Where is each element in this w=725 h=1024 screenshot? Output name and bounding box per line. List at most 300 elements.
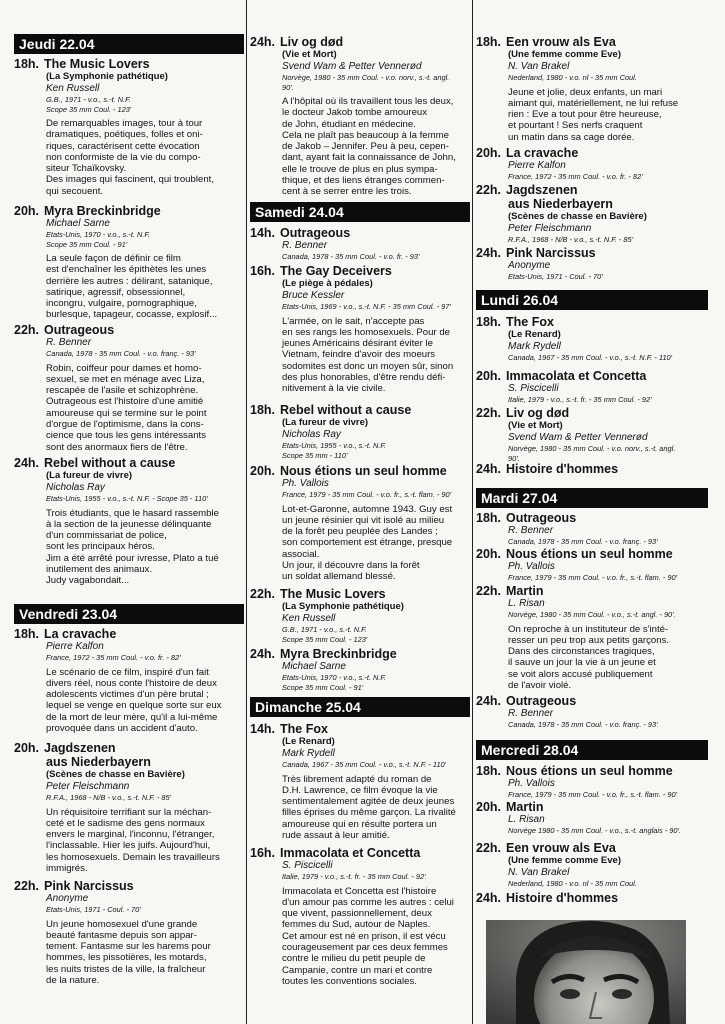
film-french-title: (Le piège à pédales) bbox=[282, 278, 373, 289]
screening-time: 14h. bbox=[250, 226, 276, 240]
screening-time: 20h. bbox=[476, 547, 502, 561]
screening-time: 20h. bbox=[476, 369, 502, 383]
film-synopsis bbox=[46, 508, 244, 587]
screening-entry bbox=[14, 323, 244, 453]
screening-time: 22h. bbox=[250, 587, 276, 601]
film-french-title: (Le Renard) bbox=[282, 736, 335, 747]
synopsis-line: dramatiques, poétiques, folles et oni- bbox=[46, 129, 203, 141]
screening-details bbox=[46, 337, 244, 453]
film-technical-info: Etats-Unis, 1955 - v.o., s.-t. N.F. bbox=[282, 441, 387, 450]
synopsis-line: de John, étudiant en médecine. bbox=[282, 118, 416, 130]
synopsis-line: Robin, coiffeur pour dames et homo- bbox=[46, 362, 202, 374]
synopsis-line: D.H. Lawrence, ce film évoque la vie bbox=[282, 784, 438, 796]
synopsis-line: des plus honorables, d'être rendu défi- bbox=[282, 371, 446, 383]
film-title: Martin bbox=[506, 800, 544, 814]
synopsis-line: il sauve un jour la vie à un jeune et bbox=[508, 657, 656, 669]
synopsis-line: d'un amour pas comme les autres : celui bbox=[282, 896, 454, 908]
screening-title-line bbox=[476, 406, 708, 420]
film-technical-info: Etats-Unis, 1970 - v.o., s.-t. N.F. bbox=[46, 230, 151, 239]
screening-entry bbox=[250, 403, 470, 460]
screening-title-line bbox=[476, 800, 708, 814]
synopsis-line: en ses rangs les homosexuels. Pour de bbox=[282, 326, 450, 338]
film-title: Outrageous bbox=[44, 323, 115, 337]
film-director: Anonyme bbox=[508, 260, 551, 271]
synopsis-line: associal. bbox=[282, 548, 320, 560]
film-title: Rebel without a cause bbox=[280, 403, 412, 417]
screening-entry bbox=[476, 511, 708, 547]
film-technical-info: France, 1979 - 35 mm Coul. - v.o. fr., s.-t. flam. - 90' bbox=[508, 790, 677, 799]
screening-entry bbox=[476, 35, 708, 143]
synopsis-line: Un jour, il découvre dans la forêt bbox=[282, 559, 420, 571]
screening-title-line bbox=[250, 464, 470, 478]
synopsis-line: un jeune résinier qui vit isolé au milieu bbox=[282, 514, 445, 526]
screening-details bbox=[46, 218, 244, 321]
film-title: Immacolata et Concetta bbox=[506, 369, 647, 383]
screening-time: 18h. bbox=[476, 315, 502, 329]
synopsis-line: qui secouent. bbox=[46, 185, 104, 197]
film-title: The Music Lovers bbox=[280, 587, 386, 601]
film-title: Myra Breckinbridge bbox=[280, 647, 397, 661]
screening-entry bbox=[476, 246, 708, 282]
film-technical-info: France, 1979 - 35 mm Coul. - v.o. fr., s.-t. flam. - 90' bbox=[508, 573, 677, 582]
film-technical-info: 90'. bbox=[508, 453, 520, 463]
screening-title-line bbox=[476, 246, 708, 260]
film-synopsis bbox=[508, 624, 708, 692]
synopsis-line: toutes les conventions sociales. bbox=[282, 975, 417, 987]
film-technical-info: Norvège, 1980 - 35 mm Coul. - v.o., s.-t. angl. - 90'. bbox=[508, 610, 676, 619]
film-synopsis bbox=[46, 363, 244, 453]
synopsis-line: sodomites est donc un moyen sûr, sinon bbox=[282, 360, 454, 372]
screening-entry bbox=[476, 841, 708, 889]
screening-time: 22h. bbox=[476, 406, 502, 420]
film-technical-info: Etats-Unis, 1971 - Coul. - 70' bbox=[508, 272, 603, 281]
synopsis-line: sentimentalement agitée de deux jeunes bbox=[282, 796, 455, 808]
screening-entry bbox=[14, 456, 244, 587]
screening-time: 20h. bbox=[476, 146, 502, 160]
synopsis-line: courageusement par ces deux femmes bbox=[282, 941, 448, 953]
film-synopsis bbox=[46, 807, 244, 875]
film-director: L. Risan bbox=[508, 814, 545, 825]
synopsis-line: Judy vagabondait... bbox=[46, 575, 130, 587]
screening-entry bbox=[476, 462, 708, 476]
film-director: Mark Rydell bbox=[282, 748, 335, 759]
film-technical-info: Etats-Unis, 1971 - Coul. - 70' bbox=[46, 905, 141, 914]
screening-time: 22h. bbox=[476, 183, 502, 197]
synopsis-line: de la forêt peu peuplée des Landes ; bbox=[282, 526, 438, 538]
synopsis-line: rien : Eve a tout pour être heureuse, bbox=[508, 109, 662, 121]
synopsis-line: Très librement adapté du roman de bbox=[282, 773, 432, 785]
screening-entry bbox=[476, 694, 708, 730]
screening-time: 18h. bbox=[476, 511, 502, 525]
film-technical-info: Canada, 1978 - 35 mm Coul. - v.o. franç. - 93' bbox=[46, 349, 196, 358]
film-technical-info: France, 1972 - 35 mm Coul. - v.o. fr. - 82' bbox=[508, 172, 643, 181]
screening-entry bbox=[476, 369, 708, 405]
film-french-title: (Une femme comme Eve) bbox=[508, 855, 621, 866]
synopsis-line: L'armée, on le sait, n'accepte pas bbox=[282, 315, 425, 327]
film-french-title: (Scènes de chasse en Bavière) bbox=[508, 211, 647, 222]
film-technical-info: G.B., 1971 - v.o., s.-t. N.F. bbox=[282, 625, 367, 634]
film-title: Outrageous bbox=[506, 694, 577, 708]
synopsis-line: cent à se serrer entre les trois. bbox=[282, 186, 412, 198]
film-title: La cravache bbox=[44, 627, 117, 641]
synopsis-line: femmes du Sud, autour de Naples. bbox=[282, 919, 431, 931]
synopsis-line: Un réquisitoire terrifiant sur la méchan- bbox=[46, 806, 212, 818]
screening-details bbox=[508, 814, 708, 836]
film-director: Ph. Vallois bbox=[282, 478, 329, 489]
screening-title-line bbox=[476, 584, 708, 598]
screening-details bbox=[508, 525, 708, 547]
synopsis-line: un soldat allemand blessé. bbox=[282, 571, 396, 583]
film-synopsis bbox=[508, 87, 708, 143]
screening-title-line bbox=[476, 764, 708, 778]
film-director: Ken Russell bbox=[282, 613, 336, 624]
film-title: Jagdszenen bbox=[44, 741, 116, 755]
screening-entry bbox=[476, 547, 708, 583]
screening-details bbox=[508, 260, 708, 282]
film-director: Svend Wam & Petter Vennerød bbox=[282, 61, 422, 72]
synopsis-line: Cela ne plaît pas beaucoup à la femme bbox=[282, 129, 449, 141]
synopsis-line: et pourtant ! Ses nerfs craquent bbox=[508, 120, 643, 132]
synopsis-line: De remarquables images, tour à tour bbox=[46, 118, 203, 129]
screening-entry bbox=[476, 146, 708, 182]
synopsis-line: de l'avoir violé. bbox=[508, 679, 572, 691]
screening-details bbox=[508, 420, 708, 463]
screening-time: 24h. bbox=[250, 647, 276, 661]
screening-details bbox=[508, 160, 708, 182]
screening-title-line bbox=[476, 369, 708, 383]
synopsis-line: aimant qui, matériellement, ne lui refuse bbox=[508, 97, 679, 109]
film-technical-info: Etats-Unis, 1969 - v.o., s.-t. N.F. - 35 mm Coul. - 97' bbox=[282, 302, 451, 311]
film-synopsis bbox=[282, 96, 470, 198]
screening-details bbox=[282, 49, 470, 198]
film-french-title: (Une femme comme Eve) bbox=[508, 49, 621, 60]
synopsis-line: provoquée dans un accident d'auto. bbox=[46, 722, 198, 734]
film-technical-info: R.F.A., 1968 - N/B - v.o., s.-t. N.F. - 85' bbox=[46, 793, 172, 802]
film-title: Nous étions un seul homme bbox=[280, 464, 447, 478]
synopsis-line: Un jeune homosexuel d'une grande bbox=[46, 918, 198, 930]
film-title: Een vrouw als Eva bbox=[506, 35, 616, 49]
synopsis-line: dant, ayant fait la connaissance de John, bbox=[282, 152, 456, 164]
synopsis-line: de la nature. bbox=[46, 974, 100, 986]
film-technical-info: Scope 35 mm Coul. - 123' bbox=[46, 104, 132, 114]
screening-time: 18h. bbox=[476, 764, 502, 778]
synopsis-line: à la section de la jeunesse délinquante bbox=[46, 518, 212, 530]
film-title: Rebel without a cause bbox=[44, 456, 176, 470]
film-director: R. Benner bbox=[46, 337, 92, 348]
screening-time: 16h. bbox=[250, 846, 276, 860]
synopsis-line: rescapée de l'asile et schizophrène. bbox=[46, 385, 199, 397]
synopsis-line: Campanie, contre un mari et contre bbox=[282, 964, 433, 976]
film-title: La cravache bbox=[506, 146, 579, 160]
film-title: The Gay Deceivers bbox=[280, 264, 392, 278]
film-title: Martin bbox=[506, 584, 544, 598]
film-technical-info: Scope 35 mm Coul. - 123' bbox=[282, 634, 368, 644]
screening-entry bbox=[14, 627, 244, 734]
film-director: Peter Fleischmann bbox=[508, 223, 592, 234]
film-technical-info: Norvège, 1980 - 35 mm Coul. - v.o. norv., s.-t. angl. bbox=[282, 73, 450, 82]
screening-title-line bbox=[250, 35, 470, 49]
screening-details bbox=[508, 197, 708, 245]
film-title: Pink Narcissus bbox=[44, 879, 134, 893]
synopsis-line: son comportement est étrange, presque bbox=[282, 537, 453, 549]
screening-time: 18h. bbox=[476, 35, 502, 49]
film-director: Michael Sarne bbox=[282, 661, 346, 672]
synopsis-line: incongru, vulgaire, pornographique, bbox=[46, 298, 197, 310]
synopsis-line: est d'enchaîner les épithètes les unes bbox=[46, 264, 207, 276]
film-title: The Fox bbox=[280, 722, 328, 736]
screening-time: 22h. bbox=[14, 323, 40, 337]
film-title: Histoire d'hommes bbox=[506, 462, 619, 476]
screening-entry bbox=[14, 741, 244, 874]
film-director: Bruce Kessler bbox=[282, 290, 345, 301]
screening-details bbox=[282, 601, 470, 644]
film-french-title: (Le Renard) bbox=[508, 329, 561, 340]
synopsis-line: non conformiste de la vie du compo- bbox=[46, 151, 201, 163]
screening-time: 20h. bbox=[14, 741, 40, 755]
film-title: Een vrouw als Eva bbox=[506, 841, 616, 855]
screening-time: 24h. bbox=[476, 891, 502, 905]
synopsis-line: filles éprises du même garçon. La rivalité bbox=[282, 807, 456, 819]
screening-time: 24h. bbox=[476, 462, 502, 476]
synopsis-line: les nuits tristes de la ville, la fraîcheur bbox=[46, 963, 206, 975]
film-synopsis bbox=[46, 667, 244, 735]
film-director: Ph. Vallois bbox=[508, 561, 555, 572]
synopsis-line: La seule façon de définir ce film bbox=[46, 253, 181, 264]
screening-details bbox=[46, 71, 244, 197]
film-director: S. Piscicelli bbox=[508, 383, 559, 394]
screening-title-line bbox=[476, 146, 708, 160]
screening-details bbox=[508, 708, 708, 730]
screening-title-line bbox=[476, 547, 708, 561]
synopsis-line: Trois étudiants, que le hasard rassemble bbox=[46, 507, 219, 519]
film-title-continued: aus Niederbayern bbox=[508, 197, 613, 211]
screening-time: 20h. bbox=[14, 204, 40, 218]
film-title: Liv og død bbox=[280, 35, 344, 49]
screening-time: 18h. bbox=[14, 627, 40, 641]
screening-title-line bbox=[476, 891, 708, 905]
screening-details bbox=[508, 329, 708, 363]
film-title-continued: aus Niederbayern bbox=[46, 755, 151, 769]
film-technical-info: France, 1972 - 35 mm Coul. - v.o. fr. - 82' bbox=[46, 653, 181, 662]
column-divider-2 bbox=[472, 0, 473, 1024]
screening-time: 24h. bbox=[476, 694, 502, 708]
film-synopsis bbox=[282, 774, 470, 842]
synopsis-line: Outrageous est l'histoire d'une amitié bbox=[46, 396, 204, 408]
film-title: Liv og død bbox=[506, 406, 570, 420]
screening-title-line bbox=[250, 722, 470, 736]
film-director: L. Risan bbox=[508, 598, 545, 609]
screening-details bbox=[508, 49, 708, 143]
film-french-title: (La fureur de vivre) bbox=[282, 417, 369, 428]
film-technical-info: Etats-Unis, 1970 - v.o., s.-t. N.F. bbox=[282, 673, 387, 682]
screening-title-line bbox=[476, 183, 708, 197]
film-french-title: (Vie et Mort) bbox=[282, 49, 337, 60]
screening-title-line bbox=[476, 315, 708, 329]
screening-title-line bbox=[14, 879, 244, 893]
film-director: R. Benner bbox=[282, 240, 328, 251]
synopsis-line: d'un commissariat de police, bbox=[46, 530, 167, 542]
program-column-1 bbox=[14, 0, 244, 1024]
film-technical-info: Scope 35 mm Coul. - 91' bbox=[46, 239, 128, 249]
program-column-2 bbox=[250, 0, 470, 1024]
synopsis-line: tement. Fantasme sur les harems pour bbox=[46, 941, 211, 953]
synopsis-line: amoureuse qui se termine sur le point bbox=[46, 407, 207, 419]
screening-time: 14h. bbox=[250, 722, 276, 736]
screening-title-line bbox=[250, 264, 470, 278]
film-technical-info: Norvège, 1980 - 35 mm Coul. - v.o. norv., s.-t. angl. bbox=[508, 444, 676, 453]
screening-details bbox=[508, 855, 708, 889]
film-technical-info: Canada, 1978 - 35 mm Coul. - v.o. franç. - 93' bbox=[508, 537, 658, 546]
screening-details bbox=[508, 561, 708, 583]
synopsis-line: burlesque, tapageur, cocasse, explosif... bbox=[46, 309, 218, 321]
synopsis-line: Dans des circonstances tragiques, bbox=[508, 646, 655, 658]
film-technical-info: Norvège 1980 - 35 mm Coul. - v.o., s.-t. anglais - 90'. bbox=[508, 826, 681, 835]
film-french-title: (Vie et Mort) bbox=[508, 420, 563, 431]
screening-time: 22h. bbox=[476, 841, 502, 855]
screening-details bbox=[46, 641, 244, 734]
screening-entry bbox=[250, 464, 470, 583]
film-synopsis bbox=[46, 118, 244, 197]
film-french-title: (Scènes de chasse en Bavière) bbox=[46, 769, 185, 780]
film-director: N. Van Brakel bbox=[508, 867, 570, 878]
synopsis-line: que vivent, passionnellement, deux bbox=[282, 908, 432, 920]
film-synopsis bbox=[282, 886, 470, 988]
screening-title-line bbox=[14, 456, 244, 470]
synopsis-line: jeunes Américains désirant éviter le bbox=[282, 338, 433, 350]
film-synopsis bbox=[46, 253, 244, 321]
film-french-title: (La fureur de vivre) bbox=[46, 470, 133, 481]
synopsis-line: cience que tous les gens intéressants bbox=[46, 430, 206, 442]
film-technical-info: Canada, 1978 - 35 mm Coul. - v.o. franç. - 93' bbox=[508, 720, 658, 729]
screening-time: 20h. bbox=[250, 464, 276, 478]
film-french-title: (La Symphonie pathétique) bbox=[46, 71, 168, 82]
synopsis-line: beauté fantasme depuis son appar- bbox=[46, 929, 197, 941]
synopsis-line: Immacolata et Concetta est l'histoire bbox=[282, 885, 437, 897]
film-title: Nous étions un seul homme bbox=[506, 764, 673, 778]
synopsis-line: Vietnam, feindre d'avoir des moeurs bbox=[282, 349, 436, 361]
film-title: Myra Breckinbridge bbox=[44, 204, 161, 218]
screening-time: 16h. bbox=[250, 264, 276, 278]
film-director: Pierre Kalfon bbox=[46, 641, 104, 652]
film-technical-info: France, 1979 - 35 mm Coul. - v.o. fr., s.-t. flam. - 90' bbox=[282, 490, 451, 499]
screening-entry bbox=[476, 764, 708, 800]
screening-entry bbox=[476, 183, 708, 245]
screening-time: 22h. bbox=[476, 584, 502, 598]
screening-details bbox=[282, 736, 470, 841]
film-title: The Fox bbox=[506, 315, 554, 329]
screening-entry bbox=[250, 647, 470, 692]
screening-entry bbox=[250, 846, 470, 987]
synopsis-line: le docteur Jakob tombe amoureux bbox=[282, 107, 428, 119]
synopsis-line: de la mort de leur mère, qu'il a lui-même bbox=[46, 711, 218, 723]
screening-details bbox=[508, 383, 708, 405]
screening-title-line bbox=[14, 323, 244, 337]
screening-entry bbox=[476, 406, 708, 463]
film-title: Outrageous bbox=[280, 226, 351, 240]
film-title: Histoire d'hommes bbox=[506, 891, 619, 905]
screening-title-line bbox=[476, 462, 708, 476]
film-director: Nicholas Ray bbox=[46, 482, 105, 493]
film-technical-info: Nederland, 1980 - v.o. nl - 35 mm Coul. bbox=[508, 879, 637, 888]
synopsis-line: ceté et le sadisme des gens normaux bbox=[46, 817, 205, 829]
day-header-samedi-24-04: Samedi 24.04 bbox=[250, 202, 470, 222]
screening-entry bbox=[250, 226, 470, 262]
film-synopsis bbox=[282, 504, 470, 583]
synopsis-line: Des images qui fascinent, qui troublent, bbox=[46, 174, 214, 186]
synopsis-line: hommes, les pissotières, les motards, bbox=[46, 952, 207, 964]
synopsis-line: Jeune et jolie, deux enfants, un mari bbox=[508, 86, 663, 98]
screening-entry bbox=[250, 35, 470, 198]
screening-details bbox=[46, 470, 244, 587]
film-technical-info: 90'. bbox=[282, 82, 294, 92]
film-technical-info: G.B., 1971 - v.o., s.-t. N.F. bbox=[46, 95, 131, 104]
film-technical-info: Scope 35 mm - 110' bbox=[282, 450, 348, 460]
screening-details bbox=[282, 278, 470, 395]
film-synopsis bbox=[282, 316, 470, 395]
screening-title-line bbox=[476, 511, 708, 525]
synopsis-line: Le scénario de ce film, inspiré d'un fait bbox=[46, 666, 209, 678]
screening-details bbox=[282, 417, 470, 460]
film-title: Jagdszenen bbox=[506, 183, 578, 197]
synopsis-line: rude assaut à leur amitié. bbox=[282, 829, 390, 841]
screening-title-line bbox=[250, 226, 470, 240]
film-director: Pierre Kalfon bbox=[508, 160, 566, 171]
synopsis-line: Jim a été arrêté pour ivresse, Plato a tué bbox=[46, 552, 219, 564]
screening-entry bbox=[476, 891, 708, 905]
film-director: R. Benner bbox=[508, 708, 554, 719]
screening-time: 24h. bbox=[250, 35, 276, 49]
synopsis-line: lequel se venge en quelque sorte sur eux bbox=[46, 700, 222, 712]
synopsis-line: se voit alors accusé publiquement bbox=[508, 668, 653, 680]
film-french-title: (La Symphonie pathétique) bbox=[282, 601, 404, 612]
film-title: Outrageous bbox=[506, 511, 577, 525]
synopsis-line: resser un peu trop aux petits garçons. bbox=[508, 634, 670, 646]
actor-portrait-photo bbox=[486, 920, 686, 1024]
synopsis-line: inutilement des animaux. bbox=[46, 563, 153, 575]
synopsis-line: divers réel, nous conte l'histoire de deux bbox=[46, 677, 217, 689]
film-director: Ken Russell bbox=[46, 83, 100, 94]
screening-time: 18h. bbox=[14, 57, 40, 71]
day-header-vendredi-23-04: Vendredi 23.04 bbox=[14, 604, 244, 624]
synopsis-line: un matin dans sa cage dorée. bbox=[508, 131, 635, 143]
screening-time: 22h. bbox=[14, 879, 40, 893]
film-technical-info: Italie, 1979 - v.o., s.-t. fr. - 35 mm Coul. - 92' bbox=[508, 395, 652, 404]
film-title: Immacolata et Concetta bbox=[280, 846, 421, 860]
program-column-3 bbox=[476, 0, 708, 1024]
film-technical-info: Italie, 1979 - v.o., s.-t. fr. - 35 mm Coul. - 92' bbox=[282, 872, 426, 881]
film-director: Peter Fleischmann bbox=[46, 781, 130, 792]
screening-details bbox=[508, 598, 708, 691]
screening-title-line bbox=[476, 35, 708, 49]
synopsis-line: On reproche à un instituteur de s'inté- bbox=[508, 623, 669, 635]
screening-title-line bbox=[476, 694, 708, 708]
synopsis-line: Lot-et-Garonne, automne 1943. Guy est bbox=[282, 503, 453, 515]
synopsis-line: envers le marginal, l'inconnu, l'étranger, bbox=[46, 829, 215, 841]
synopsis-line: riques, caractérisent cette évocation bbox=[46, 140, 200, 152]
screening-entry bbox=[476, 584, 708, 691]
screening-details bbox=[282, 860, 470, 987]
screening-title-line bbox=[250, 587, 470, 601]
synopsis-line: sexuel, se met en ménage avec Liza, bbox=[46, 373, 205, 385]
day-header-jeudi-22-04: Jeudi 22.04 bbox=[14, 34, 244, 54]
day-header-lundi-26-04: Lundi 26.04 bbox=[476, 290, 708, 310]
screening-details bbox=[282, 661, 470, 692]
screening-entry bbox=[250, 722, 470, 841]
screening-time: 24h. bbox=[14, 456, 40, 470]
screening-title-line bbox=[250, 647, 470, 661]
screening-title-line bbox=[14, 57, 244, 71]
screening-details bbox=[46, 755, 244, 874]
